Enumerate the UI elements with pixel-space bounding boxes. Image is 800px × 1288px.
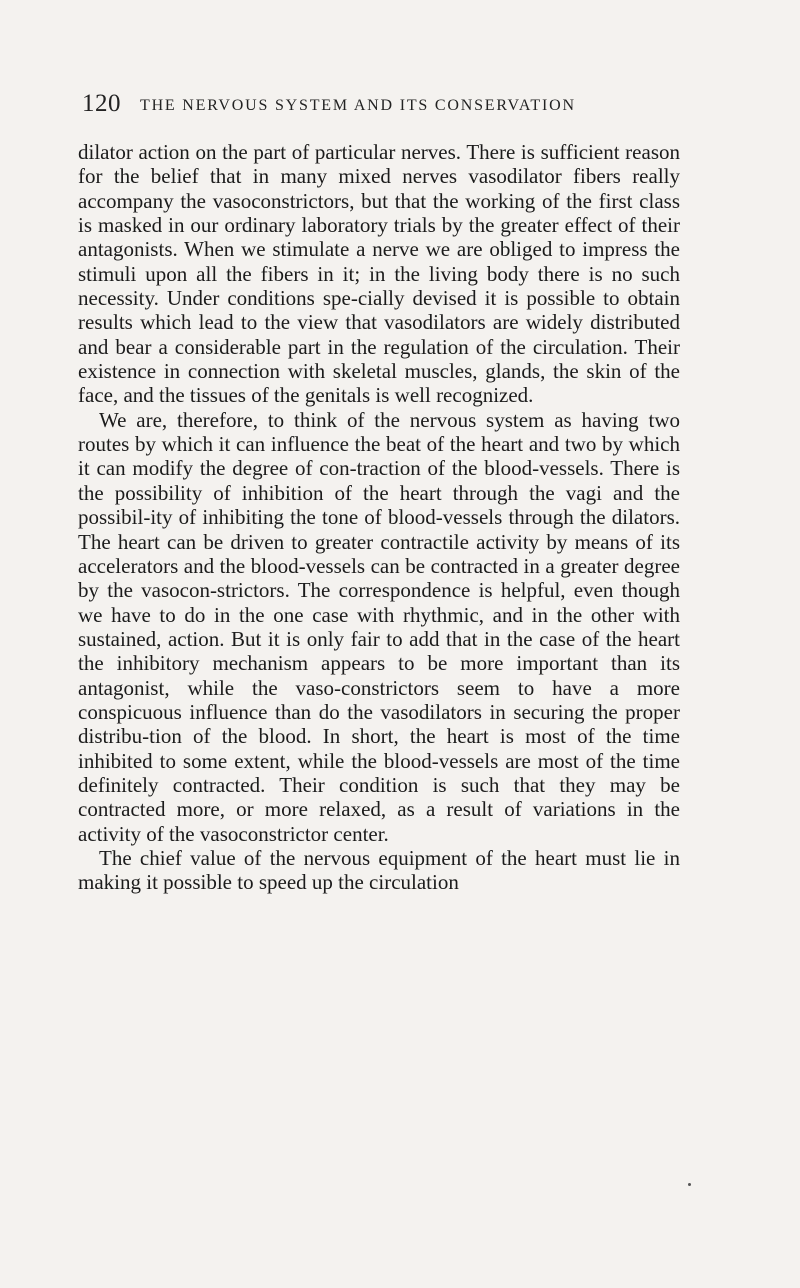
- paragraph-2: We are, therefore, to think of the nervous system as having two routes by which it can influence the beat of the heart and two by which it can modify the degree of con-traction of the blood-vessels. There is the possibility of inhibition of the heart through the vagi and the possibil-ity of inhibiting the tone of blood-vessels through the dilators. The heart can be driven to greater contractile activity by means of its accelerators and the blood-vessels can be contracted in a greater degree by the vasocon-strictors. The correspondence is helpful, even though we have to do in the one case with rhythmic, and in the other with sustained, action. But it is only fair to add that in the case of the heart the inhibitory mechanism appears to be more important than its antagonist, while the vaso-constrictors seem to have a more conspicuous influence than do the vasodilators in securing the proper distribu-tion of the blood. In short, the heart is most of the time inhibited to some extent, while the blood-vessels are most of the time definitely contracted. Their condition is such that they may be contracted more, or more relaxed, as a result of variations in the activity of the vasoconstrictor center.: [78, 407, 680, 846]
- ink-speck: [688, 1183, 691, 1186]
- running-title: THE NERVOUS SYSTEM AND ITS CONSERVATION: [140, 97, 576, 114]
- page-header: [82, 90, 722, 120]
- page-number: 120: [82, 90, 121, 117]
- paragraph-1: dilator action on the part of particular nerves. There is sufficient reason for the belief that in many mixed nerves vasodilator fibers really accompany the vasoconstrictors, but that the working of the first class is masked in our ordinary laboratory trials by the greater effect of their antagonists. When we stimulate a nerve we are obliged to impress the stimuli upon all the fibers in it; in the living body there is no such necessity. Under conditions spe-cially devised it is possible to obtain results which lead to the view that vasodilators are widely distributed and bear a considerable part in the regulation of the circulation. Their existence in connection with skeletal muscles, glands, the skin of the face, and the tissues of the genitals is well recognized.: [78, 140, 680, 408]
- paragraph-3: The chief value of the nervous equipment of the heart must lie in making it possible to speed up the circulation: [78, 845, 680, 895]
- body-text: [78, 140, 680, 895]
